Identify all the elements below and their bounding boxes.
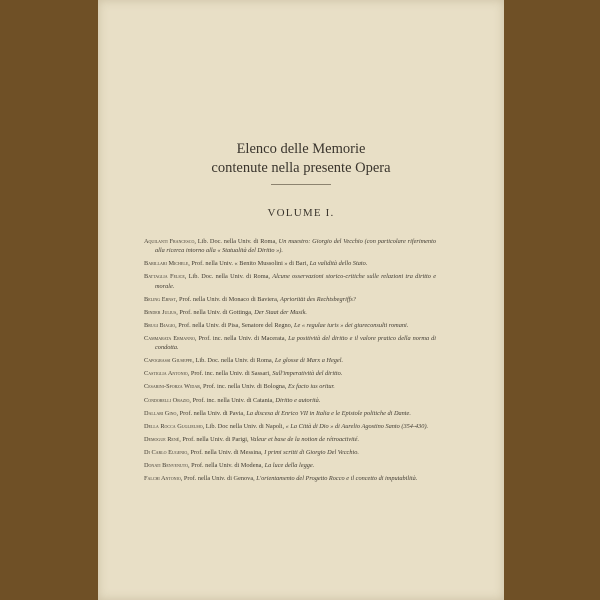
entry-affiliation: Prof. nella Univ. di Pisa, Senatore del Regno,	[176, 321, 294, 329]
entry-author: Aquilanti Francesco,	[144, 238, 196, 245]
volume-heading: VOLUME I.	[267, 207, 335, 219]
contents-entry	[144, 272, 436, 290]
contents-entry	[144, 321, 436, 330]
entry-title: La positività del diritto e il valore pratico della norma di condotta.	[155, 334, 436, 352]
contents-entry	[144, 295, 436, 304]
entry-title: La validità dello Stato.	[309, 260, 368, 268]
contents-entry	[144, 334, 436, 352]
entry-affiliation: Lib. Doc nella Univ. di Napoli,	[204, 422, 286, 430]
title-divider	[271, 184, 331, 185]
entry-author: Castiglia Antonio,	[144, 370, 190, 378]
entry-title: Un maestro: Giorgio del Vecchio (con particolare riferimento alla ricerca intorno alla « Statualità del Diritto »).	[155, 238, 436, 255]
contents-entry	[144, 369, 436, 378]
contents-entry	[144, 308, 436, 317]
entry-title: La luce della legge.	[264, 462, 315, 470]
entry-author: Brugi Biagio,	[144, 321, 177, 329]
entry-author: Battaglia Felice,	[144, 273, 187, 281]
entry-author: Capograssi Giuseppe,	[144, 357, 194, 365]
entry-author: Dallari Gino,	[144, 409, 179, 417]
entry-affiliation: Prof. inc. nella Univ. di Sassari,	[189, 370, 273, 378]
contents-entry	[144, 435, 436, 444]
entry-affiliation: Prof. nella Univ. di Gottinga,	[177, 308, 255, 316]
entry-title: Ex facto ius oritur.	[287, 383, 335, 391]
entry-affiliation: Prof. nella Univ. « Benito Mussolini » di Bari,	[189, 260, 310, 268]
entry-affiliation: Prof. nella Univ. di Monaco di Baviera,	[177, 295, 281, 303]
entry-author: Demogue René,	[144, 435, 181, 443]
title-line-2: contenute nella presente Opera	[211, 160, 391, 176]
entry-affiliation: Prof. nella Univ. di Pavia,	[178, 409, 247, 417]
entry-title: La discesa di Enrico VII in Italia e le Epistole politiche di Dante.	[246, 409, 411, 417]
contents-entry	[144, 422, 436, 431]
entry-title: Der Staat der Musik.	[254, 308, 308, 316]
contents-entry	[144, 356, 436, 365]
entry-affiliation: Prof. nella Univ. di Messina,	[188, 448, 265, 456]
entry-author: Della Rocca Guglielmo,	[144, 422, 205, 430]
contents-entry	[144, 237, 436, 255]
contents-entry	[144, 409, 436, 418]
entry-affiliation: Lib. Doc. nella Univ. di Roma,	[193, 357, 275, 365]
contents-entry	[144, 474, 436, 483]
entry-author: Di Carlo Eugenio,	[144, 448, 189, 456]
entry-title: Sull'imperatività del diritto.	[272, 370, 343, 378]
entry-author: Condorelli Orazio,	[144, 396, 192, 404]
book-page	[98, 0, 504, 600]
entry-author: Donati Benvenuto,	[144, 462, 190, 470]
entry-title: L'orientamento del Progetto Rocco e il concetto di imputabilità.	[256, 475, 418, 483]
entry-title: Le « regulae iuris » dei giureconsulti romani.	[293, 321, 409, 329]
contents-entry	[144, 461, 436, 470]
contents-entry	[144, 448, 436, 457]
page-title	[98, 140, 504, 178]
entry-title: I primi scritti di Giorgio Del Vecchio.	[264, 448, 359, 456]
entry-author: Cesarini-Sforza Widar,	[144, 383, 202, 391]
entry-author: Beling Ernst,	[144, 295, 178, 303]
entry-title: « La Città di Dio » di Aurelio Agostino Santo (354-430).	[285, 422, 429, 430]
entry-title: Le glosse di Marx a Hegel.	[274, 357, 344, 365]
entry-affiliation: Prof. inc. nella Univ. di Macerata,	[196, 334, 289, 342]
entry-author: Binder Julius,	[144, 308, 178, 316]
entry-title: Apriorität des Rechtsbegriffs?	[280, 295, 356, 303]
contents-list	[144, 237, 436, 487]
entry-title: Diritto e autorità.	[275, 396, 321, 404]
entry-author: Falchi Antonio,	[144, 475, 183, 483]
entry-author: Cammarata Ermanno,	[144, 334, 197, 342]
entry-affiliation: Lib. Doc. nella Univ. di Roma,	[195, 238, 279, 245]
entry-title: Alcune osservazioni storico-critiche sulle relazioni tra diritto e morale.	[155, 273, 436, 290]
entry-title: Valeur et base de la notion de rétroactivité.	[250, 435, 360, 443]
entry-affiliation: Prof. nella Univ. di Parigi,	[180, 435, 251, 443]
title-line-1: Elenco delle Memorie	[236, 141, 366, 157]
entry-affiliation: Prof. nella Univ. di Genova,	[182, 475, 257, 483]
entry-affiliation: Prof. inc. nella Univ. di Bologna,	[201, 383, 288, 391]
entry-affiliation: Prof. inc. nella Univ. di Catania,	[191, 396, 276, 404]
contents-entry	[144, 382, 436, 391]
entry-affiliation: Prof. nella Univ. di Modena,	[189, 462, 265, 470]
contents-entry	[144, 396, 436, 405]
entry-author: Barillari Michele,	[144, 260, 190, 268]
entry-affiliation: Lib. Doc. nella Univ. di Roma,	[186, 273, 273, 281]
contents-entry	[144, 259, 436, 268]
